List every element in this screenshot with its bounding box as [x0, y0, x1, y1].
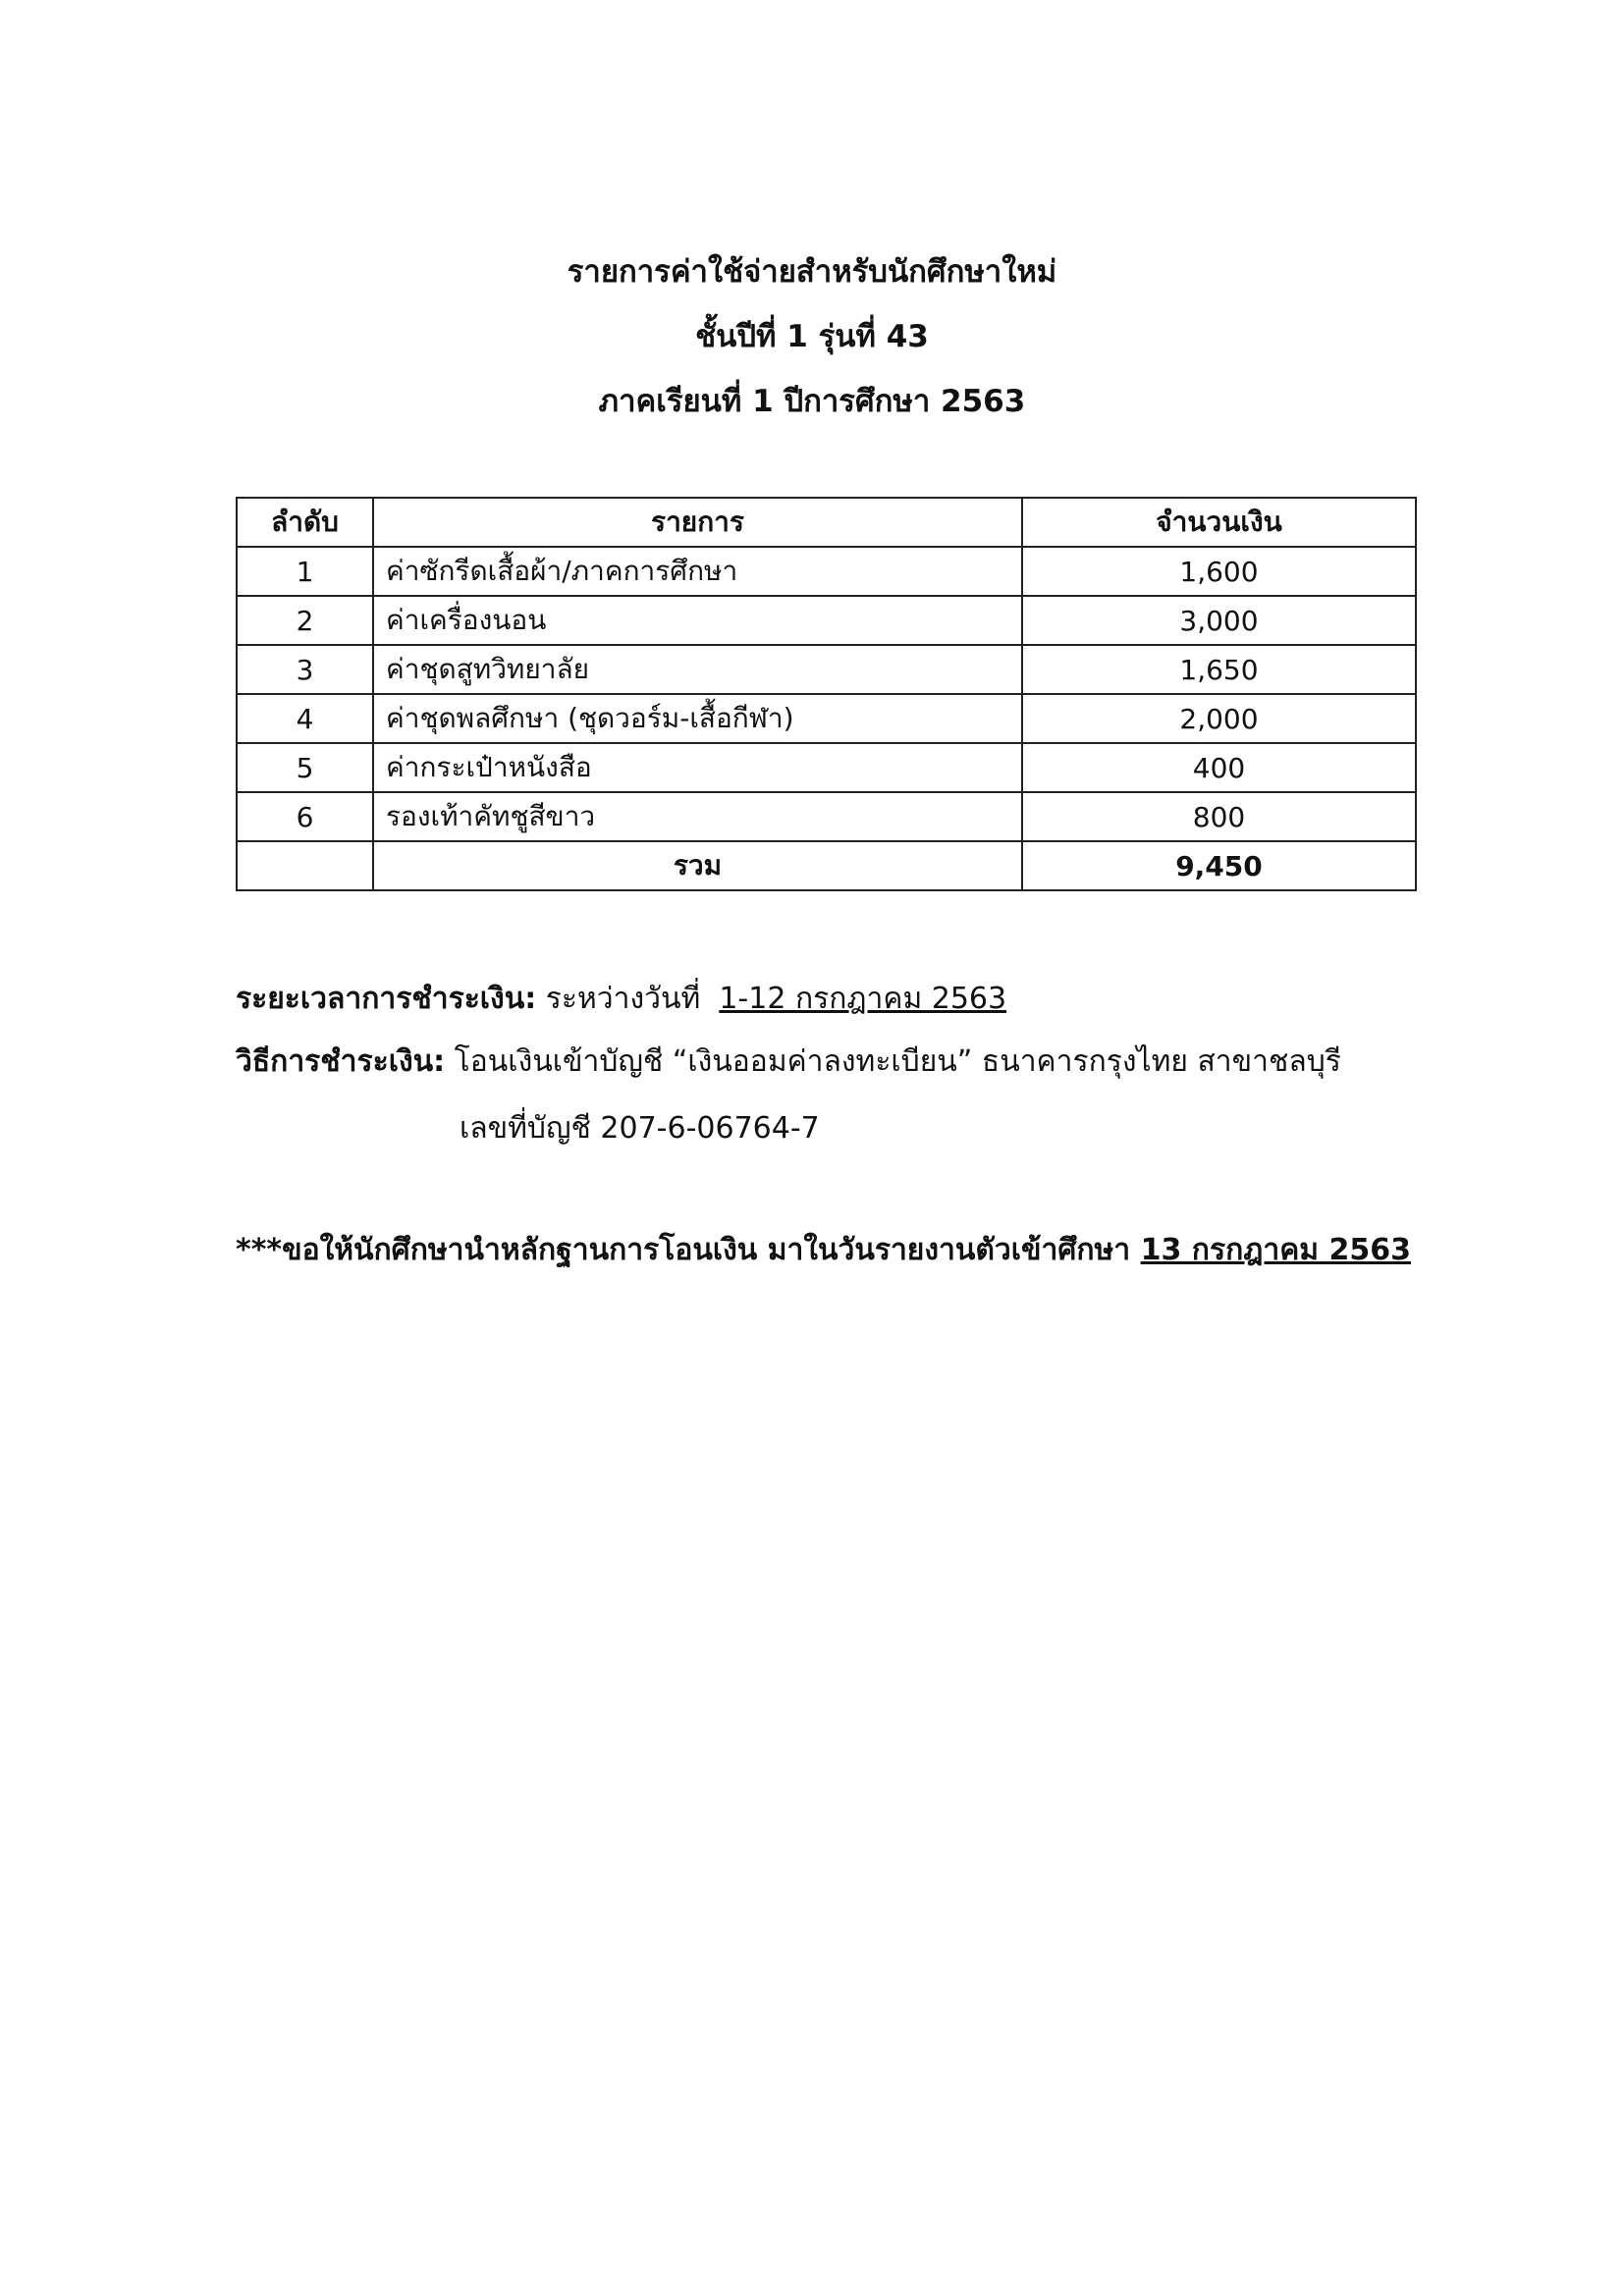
row-amount: 1,650 — [1022, 645, 1416, 694]
account-number-line — [460, 1105, 820, 1151]
payment-period-prefix: ระหว่างวันที่ — [545, 982, 701, 1016]
row-number: 4 — [237, 694, 373, 743]
account-number-text: เลขที่บัญชี 207-6-06764-7 — [460, 1111, 820, 1146]
row-number: 1 — [237, 547, 373, 596]
row-number: 6 — [237, 792, 373, 841]
row-amount: 3,000 — [1022, 596, 1416, 645]
title-line-2: ชั้นปีที่ 1 รุ่นที่ 43 — [695, 319, 929, 354]
payment-method-label: วิธีการชำระเงิน: — [236, 1044, 446, 1079]
row-number: 5 — [237, 743, 373, 792]
row-item: รองเท้าคัทชูสีขาว — [373, 792, 1022, 841]
row-amount: 2,000 — [1022, 694, 1416, 743]
payment-method-line — [236, 1039, 1341, 1085]
title-line-3: ภาคเรียนที่ 1 ปีการศึกษา 2563 — [598, 384, 1026, 419]
total-amount: 9,450 — [1022, 841, 1416, 890]
row-item: ค่าชุดพลศึกษา (ชุดวอร์ม-เสื้อกีฬา) — [373, 694, 1022, 743]
row-number: 3 — [237, 645, 373, 694]
table-row — [237, 596, 1416, 645]
column-header-item: รายการ — [373, 498, 1022, 547]
row-amount: 400 — [1022, 743, 1416, 792]
table-row — [237, 547, 1416, 596]
reminder-text: ***ขอให้นักศึกษานำหลักฐานการโอนเงิน มาในวันรายงานตัวเข้าศึกษา — [236, 1233, 1131, 1267]
table-row — [237, 792, 1416, 841]
title-line-1: รายการค่าใช้จ่ายสำหรับนักศึกษาใหม่ — [567, 254, 1057, 290]
payment-period-label: ระยะเวลาการชำระเงิน: — [236, 982, 537, 1016]
row-item: ค่าซักรีดเสื้อผ้า/ภาคการศึกษา — [373, 547, 1022, 596]
table-row — [237, 694, 1416, 743]
row-amount: 800 — [1022, 792, 1416, 841]
row-number: 2 — [237, 596, 373, 645]
payment-period-dates: 1-12 กรกฎาคม 2563 — [719, 982, 1007, 1016]
column-header-number: ลำดับ — [237, 498, 373, 547]
row-amount: 1,600 — [1022, 547, 1416, 596]
table-row — [237, 743, 1416, 792]
payment-period-line — [236, 976, 1006, 1022]
total-blank-cell — [237, 841, 373, 890]
reminder-note — [236, 1227, 1411, 1273]
reminder-date: 13 กรกฎาคม 2563 — [1140, 1233, 1412, 1267]
row-item: ค่าเครื่องนอน — [373, 596, 1022, 645]
table-total-row — [237, 841, 1416, 890]
table-row — [237, 645, 1416, 694]
fees-table — [236, 497, 1417, 891]
table-header-row — [237, 498, 1416, 547]
total-label: รวม — [373, 841, 1022, 890]
document-header — [0, 250, 1624, 445]
payment-method-text: โอนเงินเข้าบัญชี “เงินออมค่าลงทะเบียน” ธนาคารกรุงไทย สาขาชลบุรี — [454, 1044, 1341, 1079]
row-item: ค่าชุดสูทวิทยาลัย — [373, 645, 1022, 694]
column-header-amount: จำนวนเงิน — [1022, 498, 1416, 547]
row-item: ค่ากระเป๋าหนังสือ — [373, 743, 1022, 792]
